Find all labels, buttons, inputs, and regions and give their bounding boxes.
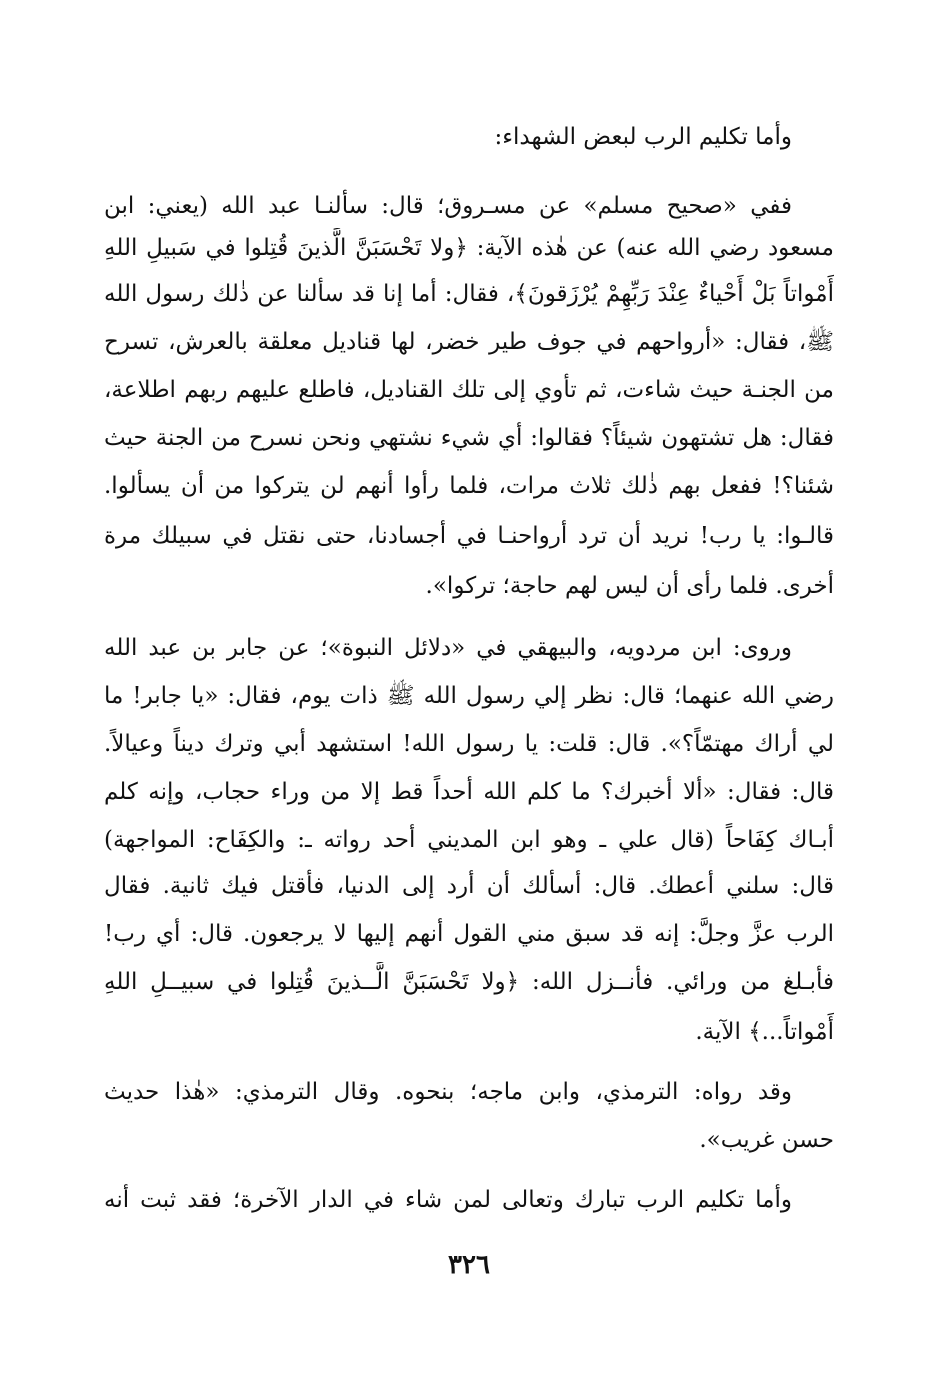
paragraph-1-line: ﷺ، فقال: «أرواحهم في جوف طير خضر، لها قناديل معلقة بالعرش، تسرح — [104, 329, 834, 355]
section-heading: وأما تكليم الرب لبعض الشهداء: — [494, 124, 792, 150]
paragraph-2-line: قال: سلني أعطك. قال: أسألك أن أرد إلى الدنيا، فأقتل فيك ثانية. فقال — [104, 873, 834, 899]
paragraph-3-line: حسن غريب». — [699, 1127, 834, 1153]
paragraph-2-line: قال: فقال: «ألا أخبرك؟ ما كلم الله أحداً قط إلا من وراء حجاب، وإنه كلم — [104, 779, 834, 805]
paragraph-2-line: رضي الله عنهما؛ قال: نظر إلي رسول الله ﷺ ذات يوم، فقال: «يا جابر! ما — [104, 683, 834, 709]
paragraph-2-line: لي أراك مهتمّاً؟». قال: قلت: يا رسول الله! استشهد أبي وترك ديناً وعيالاً. — [104, 731, 834, 757]
paragraph-3-line: وقد رواه: الترمذي، وابن ماجه؛ بنحوه. وقال الترمذي: «هٰذا حديث — [104, 1079, 792, 1105]
paragraph-1-line: من الجنـة حيث شاءت، ثم تأوي إلى تلك القناديل، فاطلع عليهم ربهم اطلاعة، — [104, 377, 834, 403]
paragraph-4-line: وأما تكليم الرب تبارك وتعالى لمن شاء في الدار الآخرة؛ فقد ثبت أنه — [104, 1187, 792, 1213]
paragraph-2-line: الرب عزَّ وجلَّ: إنه قد سبق مني القول أنهم إليها لا يرجعون. قال: أي رب! — [104, 921, 834, 947]
paragraph-1-line: شئنا؟! ففعل بهم ذٰلك ثلاث مرات، فلما رأوا أنهم لن يتركوا من أن يسألوا. — [104, 473, 834, 499]
paragraph-1-line: أخرى. فلما رأى أن ليس لهم حاجة؛ تركوا». — [425, 573, 834, 599]
paragraph-2-line: أبـاك كِفَاحاً (قال علي ـ وهو ابن المديني أحد رواته ـ: والكِفَاح: المواجهة) — [104, 827, 834, 853]
paragraph-1-line: فقال: هل تشتهون شيئاً؟ فقالوا: أي شيء نشتهي ونحن نسرح من الجنة حيث — [104, 425, 834, 451]
paragraph-1-line: مسعود رضي الله عنه) عن هٰذه الآية: ﴿ولا تَحْسَبَنَّ الَّذينَ قُتِلوا في سَبيلِ اللهِ — [104, 235, 834, 261]
paragraph-1-line: ففي «صحيح مسلم» عن مسـروق؛ قال: سألنـا عبد الله (يعني: ابن — [104, 193, 792, 219]
paragraph-1-line: قالـوا: يا رب! نريد أن ترد أرواحنـا في أجسادنا، حتى نقتل في سبيلك مرة — [104, 523, 834, 549]
page-number: ٣٢٦ — [448, 1250, 490, 1280]
paragraph-2-line: وروى: ابن مردويه، والبيهقي في «دلائل النبوة»؛ عن جابر بن عبد الله — [104, 635, 792, 661]
paragraph-2-line: أَمْواتاً...﴾ الآية. — [695, 1019, 834, 1045]
paragraph-2-line: فأبـلغ من ورائي. فأنــزل الله: ﴿ولا تَحْسَبَنَّ الَّــذينَ قُتِلوا في سبيــلِ اللهِ — [104, 969, 834, 995]
paragraph-1-line: أَمْواتاً بَلْ أَحْياءٌ عِنْدَ رَبِّهِمْ يُرْزَقونَ﴾، فقال: أما إنا قد سألنا عن ذٰلك رسول الله — [104, 281, 834, 307]
